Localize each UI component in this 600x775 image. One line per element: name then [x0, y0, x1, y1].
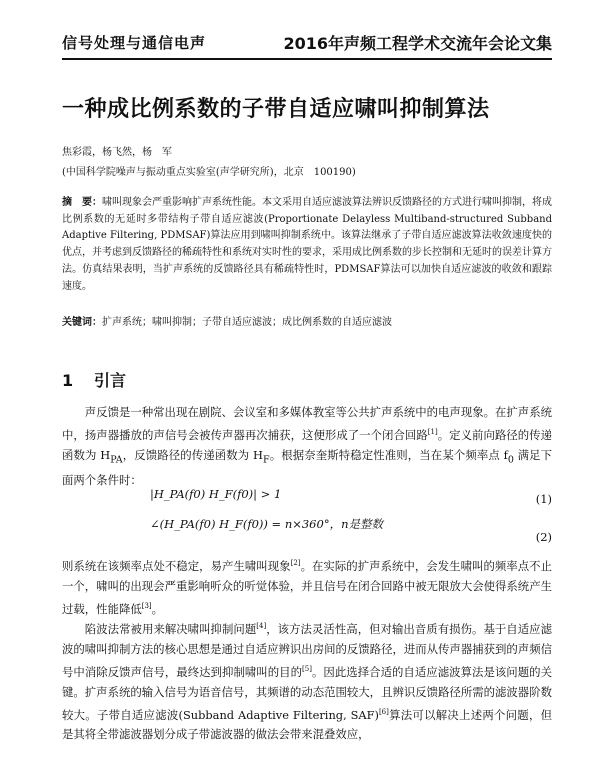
keywords-label: 关键词： [62, 317, 102, 328]
paragraph-1 [62, 402, 552, 490]
paper-affiliation: (中国科学院噪声与振动重点实验室(声学研究所)，北京 100190) [62, 167, 356, 178]
abstract-label: 摘 要： [62, 197, 102, 208]
abstract-text: 啸叫现象会严重影响扩声系统性能。本文采用自适应滤波算法辨识反馈路径的方式进行啸叫抑制，将成比例系数的无延时多带结构子带自适应滤波(Proportionate Delayless Multiband-structured Subband Adaptive Filtering, PDMSAF)算法应用到啸叫抑制系统中。该算法继承了子带自适应滤波算法收敛速度快的优点，并考虑到反馈路径的稀疏特性和系统对实时性的要求，采用成比例系数的步长控制和无延时的误差计算方法。仿真结果表明，当扩声系统的反馈路径具有稀疏特性时，PDMSAF算法可以加快自适应滤波的收敛和跟踪速度。 [62, 197, 552, 292]
abstract [62, 195, 552, 295]
keywords [62, 313, 552, 328]
equation-2: ∠(H_PA(f0) H_F(f0)) = n×360°，n是整数 [150, 517, 383, 531]
header-divider [62, 58, 552, 60]
paragraph-2 [62, 553, 552, 619]
section-number: 1 [62, 371, 74, 390]
paragraph-text: 声反馈是一种常出现在剧院、会议室和多媒体教室等公共扩声系统中的电声现象。在扩声系统中，扬声器播放的声信号会被传声器再次捕获，这便形成了一个闭合回路 [62, 405, 552, 442]
paragraph-text: ，该方法灵活性高，但对输出音质有损伤。基于自适应滤波的啸叫抑制方法的核心思想是通过自适应辨识出房间的反馈路径，进而从传声器捕获到的声频信号中消除反馈声信号，最终达到抑制啸叫的目的 [62, 621, 552, 679]
citation: [5] [302, 664, 312, 673]
paragraph-text: 。定义前向路径的传递函数为 H [62, 427, 552, 462]
paragraph-text: 陷波法常被用来解决啸叫抑制问题 [84, 621, 257, 636]
header-proceedings-title: 2016年声频工程学术交流年会论文集 [283, 34, 552, 53]
subscript: F [262, 454, 270, 466]
paper-authors: 焦彩霞，杨飞然，杨 军 [62, 147, 172, 158]
paragraph-text: 。在实际的扩声系统中，会发生啸叫的频率点不止一个，啸叫的出现会严重影响听众的听觉体验，并且信号在闭合回路中被无限放大会使得系统产生过载，性能降低 [62, 558, 552, 616]
equation-1: |H_PA(f0) H_F(f0)| > 1 [150, 487, 282, 501]
citation: [3] [141, 601, 152, 610]
header-section-name: 信号处理与通信电声 [62, 34, 207, 52]
section-heading [62, 368, 126, 391]
paragraph-text: 。因此选择合适的自适应滤波算法是该问题的关键。扩声系统的输入信号为语音信号，其频谱的动态范围较大，且辨识反馈路径所需的滤波器阶数较大。子带自适应滤波(Subband Adaptive Filtering, SAF) [62, 664, 552, 722]
paragraph-text: 。 [151, 601, 164, 616]
page-header [62, 30, 552, 56]
citation: [6] [378, 707, 389, 716]
paragraph-text: 则系统在该频率点处不稳定，易产生啸叫现象 [62, 558, 291, 573]
paragraph-3 [62, 616, 552, 744]
citation: [4] [256, 622, 267, 630]
paragraph-text: 。根据奈奎斯特稳定性准则，当在某个频率点 f [269, 447, 508, 462]
section-title: 引言 [94, 371, 127, 390]
citation: [2] [290, 559, 301, 567]
paper-title: 一种成比例系数的子带自适应啸叫抑制算法 [62, 97, 490, 122]
equation-2-number: (2) [535, 530, 552, 544]
subscript: 0 [507, 454, 514, 466]
paragraph-text: ，反馈路径的传递函数为 H [122, 447, 263, 462]
paragraph-text: 算法可以解决上述两个问题，但是其将全带滤波器划分成子带滤波器的做法会带来混叠效应， [62, 707, 552, 742]
paragraph-text: 满足下面两个条件时： [62, 447, 553, 488]
keywords-text: 扩声系统；啸叫抑制；子带自适应滤波；成比例系数的自适应滤波 [102, 317, 392, 328]
equation-1-number: (1) [535, 492, 552, 506]
subscript: PA [110, 454, 123, 466]
citation: [1] [427, 428, 438, 436]
